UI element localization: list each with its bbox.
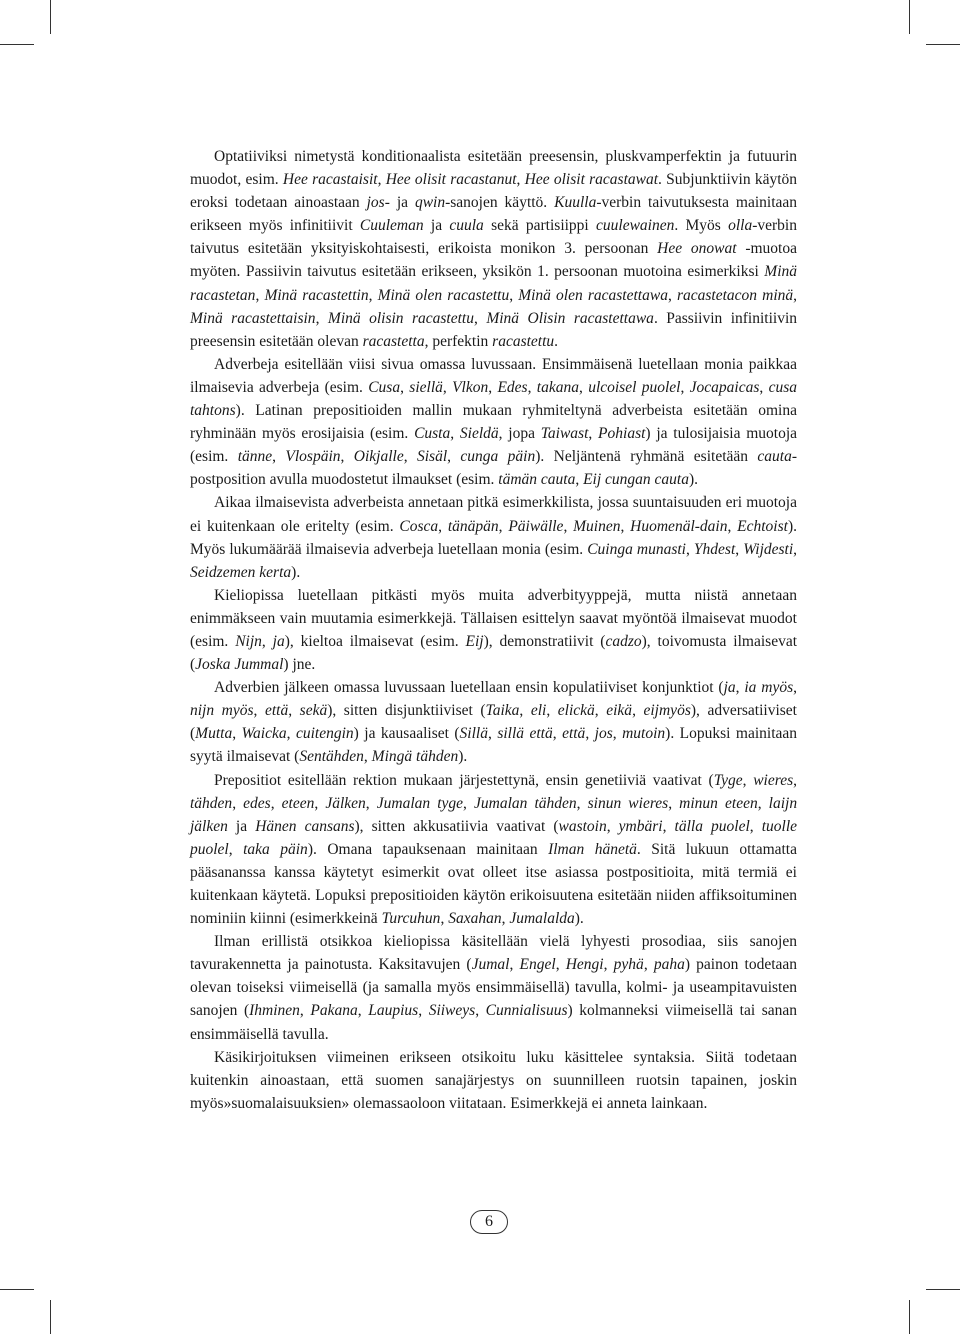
text-run: , — [576, 794, 588, 812]
text-run: ). — [574, 910, 584, 928]
text-run: , — [612, 725, 623, 743]
text-run: . Subjunktiivin käytön eroksi todetaan ainoastaan — [190, 171, 798, 212]
text-run: -muotoa myöten. Passiivin taivutus esitetään erikseen, yksikön 1. persoonan muotoina esimerkiksi — [190, 240, 797, 281]
text-run: , — [403, 448, 417, 466]
text-run: , — [377, 171, 386, 189]
text-run: ja — [389, 194, 415, 212]
italic-text: Vlkon — [452, 378, 489, 396]
text-run: , — [340, 448, 354, 466]
text-run: , — [546, 702, 558, 720]
text-run: , — [793, 679, 797, 697]
text-run: , — [516, 171, 525, 189]
text-run: ), sitten akkusatiivia vaativat ( — [354, 817, 559, 835]
paragraph — [190, 930, 797, 1045]
text-run: , — [228, 840, 244, 858]
italic-text: Sentähden — [299, 748, 364, 766]
text-run: , — [509, 956, 520, 974]
italic-text: Tyge — [713, 771, 743, 789]
italic-text: jos — [594, 725, 613, 743]
text-run: , — [552, 725, 563, 743]
italic-text: Taiwast — [540, 425, 589, 443]
crop-mark — [0, 44, 34, 45]
italic-text: Engel — [519, 956, 556, 974]
italic-text: Taika — [485, 702, 520, 720]
italic-text: Jälken — [325, 794, 366, 812]
italic-text: cunga päin — [460, 448, 536, 466]
text-run: . Passiivin infinitiivin preesensin esitetään olevan — [190, 309, 798, 350]
italic-text: Sillä — [459, 725, 488, 743]
italic-text: Jumalan tähden — [474, 794, 577, 812]
italic-text: ulcoisel puolel — [588, 378, 681, 396]
text-run: ), demonstratiivit ( — [483, 632, 606, 650]
italic-text: eijmyös — [643, 702, 691, 720]
italic-text: Jocapaicas — [689, 378, 760, 396]
text-run: , — [442, 378, 453, 396]
italic-text: Eij — [465, 632, 484, 650]
text-run: ), sitten disjunktiiviset ( — [327, 702, 486, 720]
text-run: ja — [423, 217, 450, 235]
italic-text: Wijdesti — [743, 540, 794, 558]
text-run: , — [438, 517, 448, 535]
text-run: ). Latinan prepositioiden mallin mukaan ryhmiteltynä adverbeista esitetään omina ryhminään myös erosijaisia (esim. — [190, 402, 797, 443]
text-run: , — [255, 286, 265, 304]
text-run: , — [603, 956, 614, 974]
italic-text: tänne — [237, 448, 273, 466]
crop-mark — [926, 44, 960, 45]
italic-text: cauta — [757, 448, 792, 466]
text-run: , — [685, 540, 694, 558]
italic-text: Minä olen racastettu — [377, 286, 510, 304]
text-run: , — [735, 540, 744, 558]
text-run: , — [488, 378, 498, 396]
text-run: -sanojen käyttö. — [445, 194, 555, 212]
italic-text: Cusa — [368, 378, 401, 396]
italic-text: siellä — [409, 378, 443, 396]
italic-text: Joska Jummal — [195, 656, 284, 674]
text-run: Prepositiot esitellään rektion mukaan järjestettynä, ensin genetiiviä vaativat ( — [214, 771, 714, 789]
text-run: -verbin taivutuksesta mainitaan erikseen myös infinitiivit — [190, 194, 798, 235]
paragraph — [190, 145, 797, 353]
text-run: , — [232, 794, 244, 812]
italic-text: eli — [530, 702, 547, 720]
italic-text: mutoin — [622, 725, 666, 743]
italic-text: Mutta — [195, 725, 233, 743]
italic-text: Seidzemen kerta — [190, 563, 292, 581]
paragraph — [190, 676, 797, 768]
text-run: , — [272, 448, 286, 466]
italic-text: cuulewainen — [596, 217, 675, 235]
crop-mark — [0, 1289, 34, 1290]
text-run: , — [575, 471, 584, 489]
italic-text: nijn myös — [190, 702, 254, 720]
text-run: ) ja tulosijaisia muotoja (esim. — [190, 425, 798, 466]
italic-text: Minä racastettaisin — [190, 309, 316, 327]
text-run: , — [578, 378, 589, 396]
italic-text: Pakana — [310, 1002, 358, 1020]
text-run: , — [365, 794, 377, 812]
italic-text: racastettu — [492, 332, 555, 350]
text-run: , — [555, 956, 566, 974]
text-run: , — [793, 286, 798, 304]
text-run: , — [288, 702, 300, 720]
italic-text: Jumalalda — [509, 910, 575, 928]
italic-text: Jumal — [471, 956, 510, 974]
text-run: . Sitä lukuun ottamatta pääsananssa kanssa käytetyt esimerkit ovat olleet itse asiassa postpositioita, mitä termiä ei kuitenkaan käytetä. Lopuksi prepositioiden käytön erikoisuutena esitetään niiden affiksoituminen nominiin kiinni (esimerkkeinä — [190, 840, 797, 928]
text-run: , — [527, 378, 537, 396]
italic-text: taka päin — [243, 840, 308, 858]
italic-text: elickä — [557, 702, 595, 720]
text-run: Kieliopissa luetellaan pitkästi myös muita adverbityyppejä, mutta niistä annetaan enimmäkseen vain muutamia esimerkkejä. Tällaisen esittelyn saavat myöntöä ilmaisevat muodot (esim. — [190, 586, 797, 650]
italic-text: Hänen cansans — [255, 817, 355, 835]
crop-mark — [50, 0, 51, 34]
italic-text: racastetacon minä — [676, 286, 794, 304]
italic-text: sekä — [299, 702, 328, 720]
italic-text: ia myös — [744, 679, 794, 697]
text-run: ), toivomusta ilmaisevat ( — [190, 632, 798, 674]
italic-text: cusa tahtons — [190, 378, 798, 420]
italic-text: tälla puolel — [674, 817, 750, 835]
text-run: , — [727, 517, 738, 535]
italic-text: edes — [243, 794, 271, 812]
italic-text: Cosca — [399, 517, 439, 535]
italic-text: Minä Olisin racastettawa — [486, 309, 654, 327]
italic-text: cuula — [449, 217, 484, 235]
italic-text: cadzo — [605, 632, 642, 650]
italic-text: Hengi — [565, 956, 604, 974]
text-run: , — [519, 702, 531, 720]
text-run: ). — [688, 471, 699, 489]
text-run: , — [400, 378, 410, 396]
italic-text: Minä olisin racastettu — [327, 309, 474, 327]
text-run: . — [554, 332, 559, 350]
italic-text: wastoin — [558, 817, 607, 835]
italic-text: racastetta — [362, 332, 425, 350]
italic-text: Muinen — [573, 517, 621, 535]
text-run: . Myös — [674, 217, 729, 235]
text-run: , — [314, 794, 326, 812]
text-run: , — [450, 425, 460, 443]
text-run: ). Neljäntenä ryhmänä esitetään — [535, 448, 758, 466]
italic-text: jos- — [366, 194, 390, 212]
italic-text: takana — [536, 378, 579, 396]
italic-text: Hee olisit racastanut — [385, 171, 517, 189]
text-run: Optatiiviksi nimetystä konditionaalista esitetään preesensin, pluskvamperfektin ja futuurin muodot, esim. — [190, 148, 797, 189]
text-run: , — [315, 309, 328, 327]
italic-text: Eij cungan cauta — [583, 471, 689, 489]
italic-text: Päiwälle — [508, 517, 564, 535]
italic-text: Ihminen — [249, 1002, 300, 1020]
italic-text: Cuinga munasti — [587, 540, 686, 558]
italic-text: eikä — [606, 702, 633, 720]
crop-mark — [909, 0, 910, 34]
text-run: , — [588, 425, 599, 443]
text-run: , — [793, 540, 798, 558]
italic-text: että — [562, 725, 586, 743]
text-run: ). Lopuksi mainitaan syytä ilmaisevat ( — [190, 725, 798, 766]
text-run: , — [585, 725, 595, 743]
italic-text: Hee olisit racastawat — [524, 171, 659, 189]
italic-text: minun eteen — [679, 794, 758, 812]
italic-text: olla — [728, 217, 753, 235]
paragraph — [190, 353, 797, 492]
text-run: ) kolmanneksi viimeisellä tai sanan ensimmäisellä tavulla. — [190, 1002, 798, 1043]
text-run: , — [418, 1002, 429, 1020]
text-run: , — [620, 517, 631, 535]
italic-text: Cuuleman — [359, 217, 424, 235]
text-run: , — [368, 286, 378, 304]
italic-text: ja — [723, 679, 736, 697]
italic-text: tuolle puolel — [190, 817, 798, 858]
italic-text: Edes — [497, 378, 528, 396]
text-run: , — [668, 794, 680, 812]
italic-text: Turcuhun — [381, 910, 441, 928]
italic-text: tänäpän — [447, 517, 499, 535]
paragraph — [190, 584, 797, 676]
text-run: , — [735, 679, 745, 697]
text-run: , — [563, 517, 574, 535]
text-run: , — [742, 771, 754, 789]
paragraph — [190, 769, 797, 931]
text-run: , — [594, 702, 607, 720]
text-run: Aikaa ilmaisevista adverbeista annetaan pitkä esimerkkilista, jossa suuntaisuuden eri muotoja ei kuitenkaan ole eritelty (esim. — [190, 494, 797, 535]
italic-text: cuitengin — [295, 725, 354, 743]
text-run: ja — [227, 817, 256, 835]
text-run: ). — [458, 748, 468, 766]
body-text — [190, 145, 797, 1115]
italic-text: laijn jälken — [190, 794, 798, 835]
italic-text: Pohiast — [598, 425, 646, 443]
italic-text: Hee onowat — [657, 240, 737, 258]
text-run: , — [632, 702, 644, 720]
italic-text: Jumalan tyge — [376, 794, 464, 812]
italic-text: eteen — [281, 794, 315, 812]
italic-text: Laupius — [368, 1002, 419, 1020]
text-run: , — [463, 794, 475, 812]
text-run: , — [501, 910, 510, 928]
italic-text: paha — [653, 956, 685, 974]
italic-text: Custa — [414, 425, 451, 443]
text-run: ). — [291, 563, 301, 581]
italic-text: Oikjalle — [353, 448, 404, 466]
text-run: , — [759, 378, 769, 396]
crop-mark — [926, 1289, 960, 1290]
text-run: sekä partisiippi — [483, 217, 597, 235]
italic-text: qwin — [414, 194, 446, 212]
italic-text: tähden — [190, 794, 233, 812]
paragraph — [190, 491, 797, 583]
italic-text: pyhä — [613, 956, 644, 974]
italic-text: Vlospäin — [285, 448, 341, 466]
italic-text: Saxahan — [448, 910, 502, 928]
text-run: Adverbeja esitellään viisi sivua omassa luvussaan. Ensimmäisenä luetellaan monia paikkaa ilmaisevia adverbeja (esim. — [190, 355, 797, 396]
text-run: , — [447, 448, 461, 466]
text-run: , — [253, 702, 265, 720]
text-run: ) jne. — [283, 656, 316, 674]
text-run: , — [749, 817, 762, 835]
italic-text: Cunnialisuus — [485, 1002, 568, 1020]
text-run: , — [757, 794, 769, 812]
italic-text: Nijn — [235, 632, 262, 650]
italic-text: Sieldä — [459, 425, 499, 443]
italic-text: Huomenäl-dain — [630, 517, 728, 535]
italic-text: ja — [272, 632, 285, 650]
text-run: , — [286, 725, 296, 743]
text-run: , — [606, 817, 619, 835]
italic-text: Ilman hänetä — [548, 840, 637, 858]
text-run: , — [667, 286, 677, 304]
text-run: , jopa — [498, 425, 541, 443]
italic-text: että — [264, 702, 289, 720]
italic-text: Minä olen racastettawa — [518, 286, 668, 304]
crop-mark — [50, 1300, 51, 1334]
text-run: , — [680, 378, 690, 396]
text-run: , — [793, 771, 797, 789]
paragraph — [190, 1046, 797, 1115]
italic-text: Minä racastettin — [264, 286, 369, 304]
text-run: ) ja kausaaliset ( — [353, 725, 460, 743]
text-run: , — [357, 1002, 369, 1020]
text-run: ). Myös lukumäärää ilmaisevia adverbeja luetellaan monia (esim. — [190, 517, 798, 558]
text-run: Adverbien jälkeen omassa luvussaan luetellaan ensin kopulatiiviset konjunktiot ( — [214, 679, 724, 697]
text-run: , — [299, 1002, 311, 1020]
text-run: , — [487, 725, 498, 743]
italic-text: Waicka — [241, 725, 287, 743]
italic-text: Minä racastetan — [190, 263, 797, 304]
italic-text: sillä että — [497, 725, 553, 743]
text-run: ) painon todetaan olevan toiseksi viimeisellä (ja samalla myös ensimmäisellä) tavulla, kolmi- ja useampitavuisten sanojen ( — [190, 956, 798, 1020]
italic-text: Sisäl — [417, 448, 448, 466]
text-run: , — [643, 956, 654, 974]
italic-text: Mingä tähden — [371, 748, 459, 766]
text-run: , — [475, 1002, 486, 1020]
text-run: , — [509, 286, 519, 304]
text-run: Ilman erillistä otsikkoa kieliopissa käsitellään vielä lyhyesti prosodiaa, siis sanojen tavurakennetta ja painotusta. Kaksitavujen ( — [190, 933, 797, 974]
italic-text: Kuulla — [554, 194, 597, 212]
text-run: , — [662, 817, 675, 835]
italic-text: Yhdest — [693, 540, 736, 558]
text-run: -postposition avulla muodostetut ilmaukset (esim. — [190, 448, 798, 489]
italic-text: sinun wieres — [587, 794, 669, 812]
text-run: , — [473, 309, 487, 327]
text-run: , perfektin — [424, 332, 493, 350]
italic-text: tämän cauta — [498, 471, 576, 489]
italic-text: wieres — [753, 771, 794, 789]
italic-text: Hee racastaisit — [282, 171, 378, 189]
italic-text: ymbäri — [618, 817, 663, 835]
text-run: , — [270, 794, 282, 812]
text-run: , — [363, 748, 372, 766]
text-run: , — [440, 910, 449, 928]
text-run: -verbin taivutus esitetään yksityiskohtaisesti, erikoista monikon 3. persoonan — [190, 217, 797, 258]
italic-text: Echtoist — [737, 517, 788, 535]
text-run: , — [232, 725, 242, 743]
text-run: ), adversatiiviset ( — [190, 702, 797, 743]
text-run: , — [498, 517, 509, 535]
text-run: ), kieltoa ilmaisevat (esim. — [284, 632, 466, 650]
italic-text: Siiweys — [428, 1002, 476, 1020]
text-run: Käsikirjoituksen viimeinen erikseen otsikoitu luku käsittelee syntaksia. Siitä todetaan kuitenkin ainoastaan, että suomen sanajärjestys on suunnilleen ruotsin tapainen, joskin myös»suomalaisuuksien» olemassaoloon viitataan. Esimerkkejä ei anneta lainkaan. — [190, 1048, 797, 1112]
text-run: , — [261, 632, 273, 650]
page-number: 6 — [470, 1210, 508, 1234]
crop-mark — [909, 1300, 910, 1334]
text-run: ). Omana tapauksenaan mainitaan — [307, 840, 549, 858]
